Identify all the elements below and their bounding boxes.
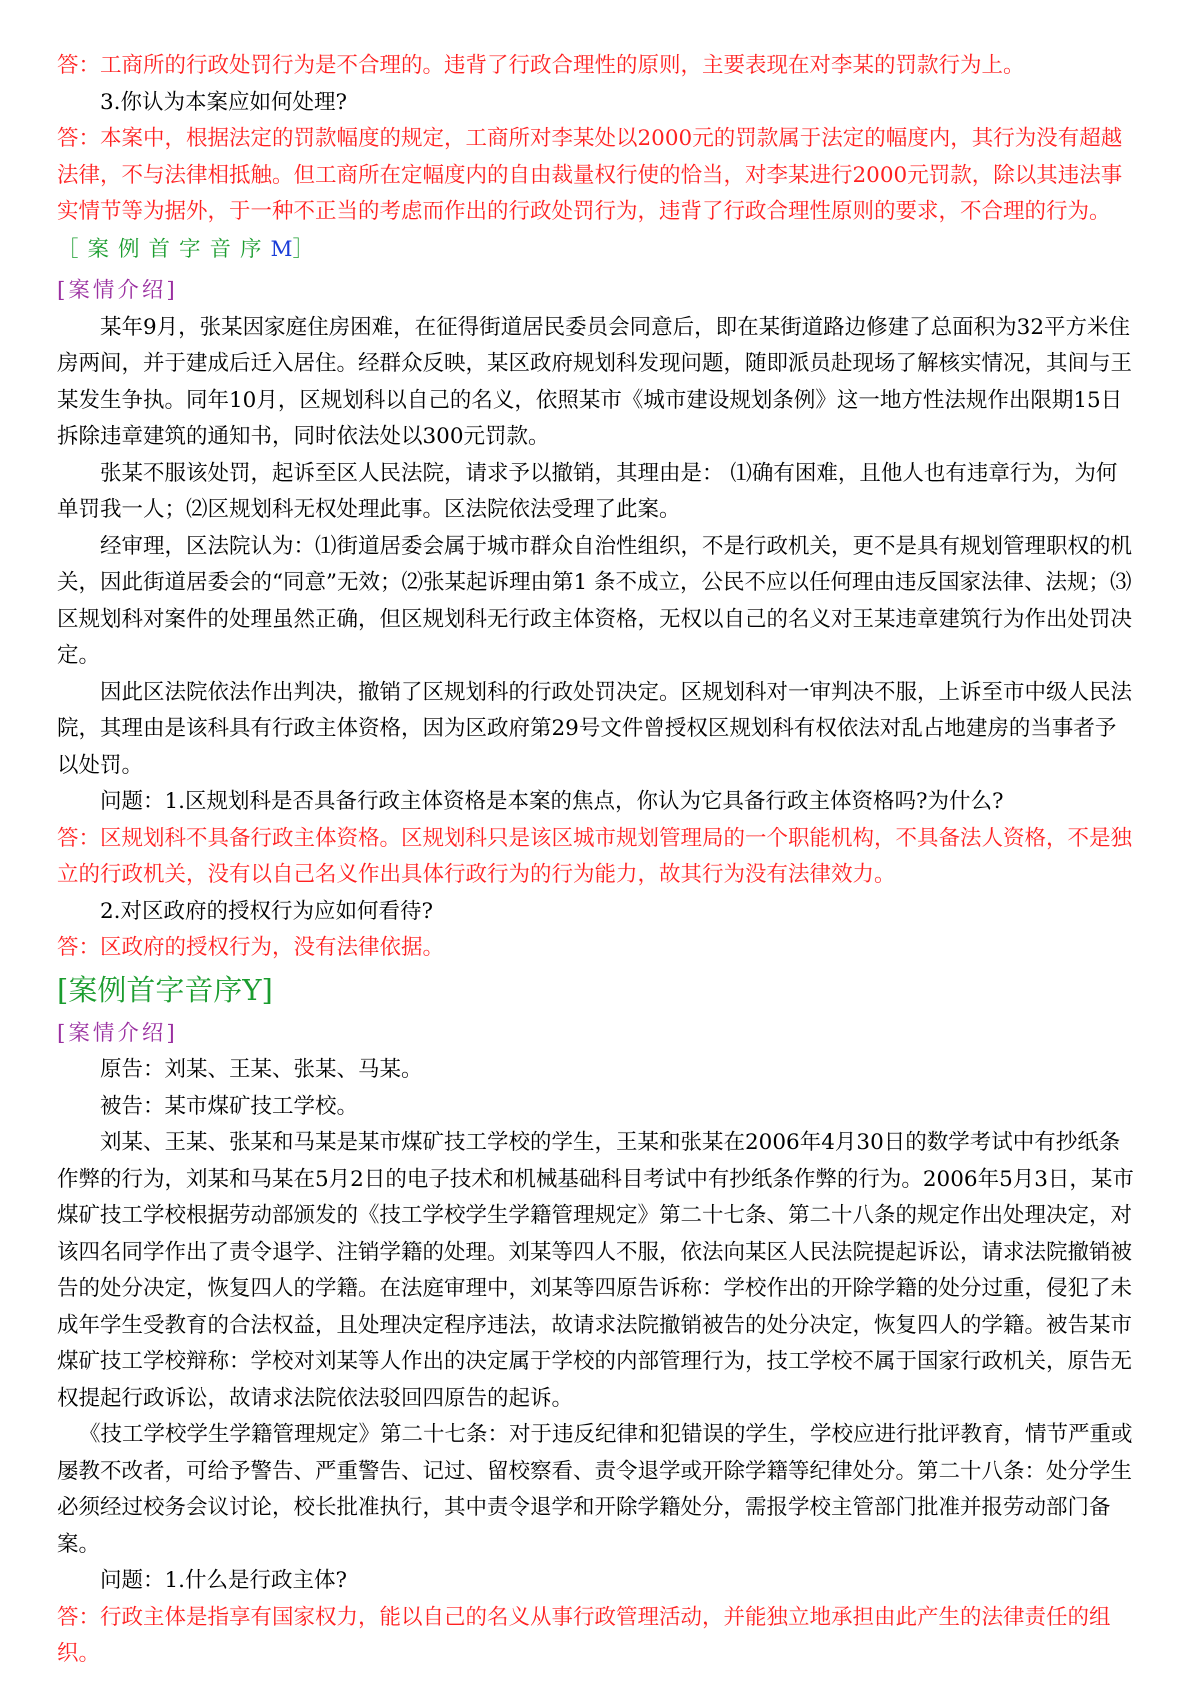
regulation-paragraph: 《技工学校学生学籍管理规定》第二十七条：对于违反纪律和犯错误的学生，学校应进行批评教育，情节严重或屡教不改者，可给予警告、严重警告、记过、留校察看、责令退学或开除学籍等纪律处分。第二十八条：处分学生必须经过校务会议讨论，校长批准执行，其中责令退学和开除学籍处分，需报学校主管部门批准并报劳动部门备案。 xyxy=(57,1422,1133,1557)
case-paragraph: 被告：某市煤矿技工学校。 xyxy=(100,1093,359,1119)
case-header-label: ［案例首字音序 xyxy=(57,236,271,262)
case-header-letter: M xyxy=(270,236,293,262)
section-subheading: [案情介绍] xyxy=(57,278,178,303)
case-paragraph: 经审理，区法院认为：⑴街道居委会属于城市群众自治性组织，不是行政机关，更不是具有规划管理职权的机关，因此街道居委会的“同意”无效；⑵张某起诉理由第1 条不成立，公民不应以任何理由违反国家法律、法规；⑶区规划科对案件的处理虽然正确，但区规划科无行政主体资格，无权以自己的名义对王某违章建筑行为作出处罚决定。 xyxy=(57,533,1133,668)
answer-text: 答：区政府的授权行为，没有法律依据。 xyxy=(57,935,445,960)
answer-text: 答：区规划科不具备行政主体资格。区规划科只是该区城市规划管理局的一个职能机构，不具备法人资格，不是独立的行政机关，没有以自己名义作出具体行政行为的行为能力，故其行为没有法律效力。 xyxy=(57,825,1133,887)
case-header xyxy=(57,232,1137,269)
case-paragraph: 刘某、王某、张某和马某是某市煤矿技工学校的学生，王某和张某在2006年4月30日的数学考试中有抄纸条作弊的行为，刘某和马某在5月2日的电子技术和机械基础科目考试中有抄纸条作弊的行为。2006年5月3日，某市煤矿技工学校根据劳动部颁发的《技工学校学生学籍管理规定》第二十七条、第二十八条的规定作出处理决定，对该四名同学作出了责令退学、注销学籍的处理。刘某等四人不服，依法向某区人民法院提起诉讼，请求法院撤销被告的处分决定，恢复四人的学籍。在法庭审理中，刘某等四原告诉称：学校作出的开除学籍的处分过重，侵犯了未成年学生受教育的合法权益，且处理决定程序违法，故请求法院撤销被告的处分决定，恢复四人的学籍。被告某市煤矿技工学校辩称：学校对刘某等人作出的决定属于学校的内部管理行为，技工学校不属于国家行政机关，原告无权提起行政诉讼，故请求法院依法驳回四原告的起诉。 xyxy=(57,1130,1134,1411)
case-paragraph: 某年9月，张某因家庭住房困难，在征得街道居民委员会同意后，即在某街道路边修建了总面积为32平方米住房两间，并于建成后迁入居住。经群众反映，某区政府规划科发现问题，随即派员赴现场了解核实情况，其间与王某发生争执。同年10月，区规划科以自己的名义，依照某市《城市建设规划条例》这一地方性法规作出限期15日拆除违章建筑的通知书，同时依法处以300元罚款。 xyxy=(57,314,1133,449)
case-paragraph: 原告：刘某、王某、张某、马某。 xyxy=(100,1057,423,1082)
question-text: 3.你认为本案应如何处理? xyxy=(100,89,348,115)
case-paragraph: 张某不服该处罚，起诉至区人民法院，请求予以撤销，其理由是： ⑴确有困难，且他人也有违章行为，为何单罚我一人；⑵区规划科无权处理此事。区法院依法受理了此案。 xyxy=(57,460,1118,522)
case-header-close: ］ xyxy=(292,236,324,262)
document-page xyxy=(57,48,1137,1673)
question-text: 问题：1.区规划科是否具备行政主体资格是本案的焦点，你认为它具备行政主体资格吗?为什么? xyxy=(100,789,1004,814)
answer-text: 答：本案中，根据法定的罚款幅度的规定，工商所对李某处以2000元的罚款属于法定的幅度内，其行为没有超越法律，不与法律相抵触。但工商所在定幅度内的自由裁量权行使的恰当，对李某进行2000元罚款，除以其违法事实情节等为据外，于一种不正当的考虑而作出的行政处罚行为，违背了行政合理性原则的要求，不合理的行为。 xyxy=(57,126,1123,224)
answer-text: 答：工商所的行政处罚行为是不合理的。违背了行政合理性的原则，主要表现在对李某的罚款行为上。 xyxy=(57,53,1025,78)
answer-text: 答：行政主体是指享有国家权力，能以自己的名义从事行政管理活动，并能独立地承担由此产生的法律责任的组织。 xyxy=(57,1604,1111,1666)
section-subheading: [案情介绍] xyxy=(57,1020,178,1046)
case-paragraph: 因此区法院依法作出判决，撤销了区规划科的行政处罚决定。区规划科对一审判决不服，上诉至市中级人民法院，其理由是该科具有行政主体资格，因为区政府第29号文件曾授权区规划科有权依法对乱占地建房的当事者予以处罚。 xyxy=(57,679,1133,778)
question-text: 问题：1.什么是行政主体? xyxy=(100,1568,348,1593)
case-header: [案例首字音序Y] xyxy=(57,972,273,1007)
question-text: 2.对区政府的授权行为应如何看待? xyxy=(100,898,434,924)
